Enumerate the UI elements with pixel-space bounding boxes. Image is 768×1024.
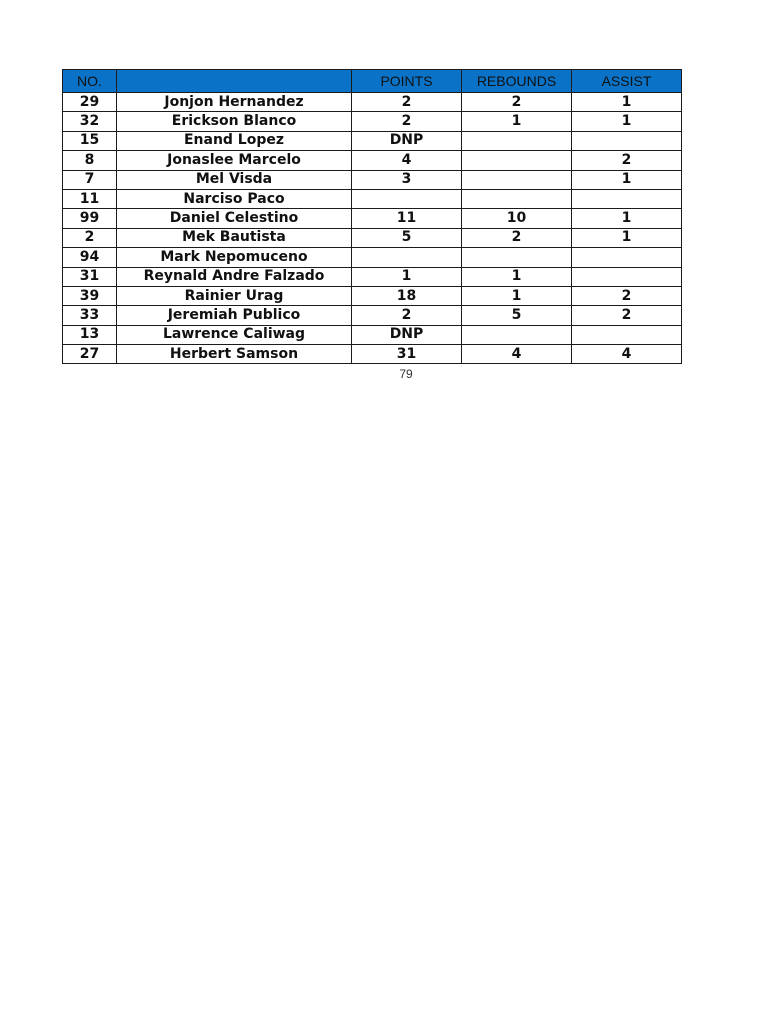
- cell-points: [352, 248, 462, 267]
- cell-no: 11: [63, 189, 117, 208]
- cell-no: 27: [63, 345, 117, 364]
- table-row: [63, 170, 682, 189]
- cell-rebounds: [462, 248, 572, 267]
- cell-name: Reynald Andre Falzado: [117, 267, 352, 286]
- cell-points: DNP: [352, 325, 462, 344]
- cell-no: 39: [63, 286, 117, 305]
- cell-assist: 1: [572, 228, 682, 247]
- table-row: [63, 248, 682, 267]
- cell-no: 94: [63, 248, 117, 267]
- cell-points: DNP: [352, 131, 462, 150]
- cell-assist: 2: [572, 151, 682, 170]
- table-row: [63, 209, 682, 228]
- cell-assist: 2: [572, 306, 682, 325]
- cell-points: 18: [352, 286, 462, 305]
- cell-rebounds: 1: [462, 112, 572, 131]
- cell-no: 13: [63, 325, 117, 344]
- cell-name: Jeremiah Publico: [117, 306, 352, 325]
- player-stats-table: [62, 69, 682, 364]
- cell-no: 99: [63, 209, 117, 228]
- table-header-row: [63, 70, 682, 93]
- table-row: [63, 267, 682, 286]
- cell-points: 11: [352, 209, 462, 228]
- cell-rebounds: 1: [462, 286, 572, 305]
- table-row: [63, 131, 682, 150]
- cell-name: Jonjon Hernandez: [117, 93, 352, 112]
- cell-name: Lawrence Caliwag: [117, 325, 352, 344]
- table-row: [63, 93, 682, 112]
- cell-name: Herbert Samson: [117, 345, 352, 364]
- cell-points: 2: [352, 112, 462, 131]
- cell-assist: [572, 325, 682, 344]
- table-row: [63, 189, 682, 208]
- cell-rebounds: 4: [462, 345, 572, 364]
- cell-no: 7: [63, 170, 117, 189]
- table-row: [63, 228, 682, 247]
- table-body: [63, 93, 682, 364]
- cell-rebounds: 1: [462, 267, 572, 286]
- cell-points: [352, 189, 462, 208]
- cell-points: 31: [352, 345, 462, 364]
- cell-rebounds: 5: [462, 306, 572, 325]
- cell-assist: 1: [572, 112, 682, 131]
- cell-no: 29: [63, 93, 117, 112]
- cell-name: Jonaslee Marcelo: [117, 151, 352, 170]
- cell-rebounds: [462, 131, 572, 150]
- cell-name: Mel Visda: [117, 170, 352, 189]
- cell-points: 2: [352, 306, 462, 325]
- cell-name: Daniel Celestino: [117, 209, 352, 228]
- cell-rebounds: 2: [462, 228, 572, 247]
- header-rebounds: REBOUNDS: [462, 70, 572, 93]
- cell-assist: 1: [572, 170, 682, 189]
- cell-points: 5: [352, 228, 462, 247]
- table-row: [63, 345, 682, 364]
- cell-rebounds: [462, 325, 572, 344]
- header-no: NO.: [63, 70, 117, 93]
- table-row: [63, 112, 682, 131]
- cell-rebounds: 2: [462, 93, 572, 112]
- cell-no: 15: [63, 131, 117, 150]
- cell-no: 33: [63, 306, 117, 325]
- cell-rebounds: [462, 151, 572, 170]
- table-row: [63, 306, 682, 325]
- cell-points: 2: [352, 93, 462, 112]
- cell-points: 4: [352, 151, 462, 170]
- cell-assist: [572, 189, 682, 208]
- cell-name: Rainier Urag: [117, 286, 352, 305]
- cell-no: 32: [63, 112, 117, 131]
- header-points: POINTS: [352, 70, 462, 93]
- cell-assist: 1: [572, 93, 682, 112]
- cell-assist: [572, 248, 682, 267]
- cell-no: 2: [63, 228, 117, 247]
- cell-rebounds: [462, 189, 572, 208]
- cell-assist: 2: [572, 286, 682, 305]
- cell-assist: 1: [572, 209, 682, 228]
- header-name: [117, 70, 352, 93]
- cell-name: Narciso Paco: [117, 189, 352, 208]
- cell-name: Mek Bautista: [117, 228, 352, 247]
- page-number: 79: [399, 367, 413, 381]
- cell-name: Erickson Blanco: [117, 112, 352, 131]
- cell-rebounds: [462, 170, 572, 189]
- table-row: [63, 151, 682, 170]
- cell-points: 1: [352, 267, 462, 286]
- cell-assist: 4: [572, 345, 682, 364]
- cell-no: 31: [63, 267, 117, 286]
- header-assist: ASSIST: [572, 70, 682, 93]
- cell-rebounds: 10: [462, 209, 572, 228]
- cell-no: 8: [63, 151, 117, 170]
- cell-points: 3: [352, 170, 462, 189]
- cell-assist: [572, 267, 682, 286]
- cell-name: Enand Lopez: [117, 131, 352, 150]
- table-row: [63, 286, 682, 305]
- table-row: [63, 325, 682, 344]
- cell-name: Mark Nepomuceno: [117, 248, 352, 267]
- cell-assist: [572, 131, 682, 150]
